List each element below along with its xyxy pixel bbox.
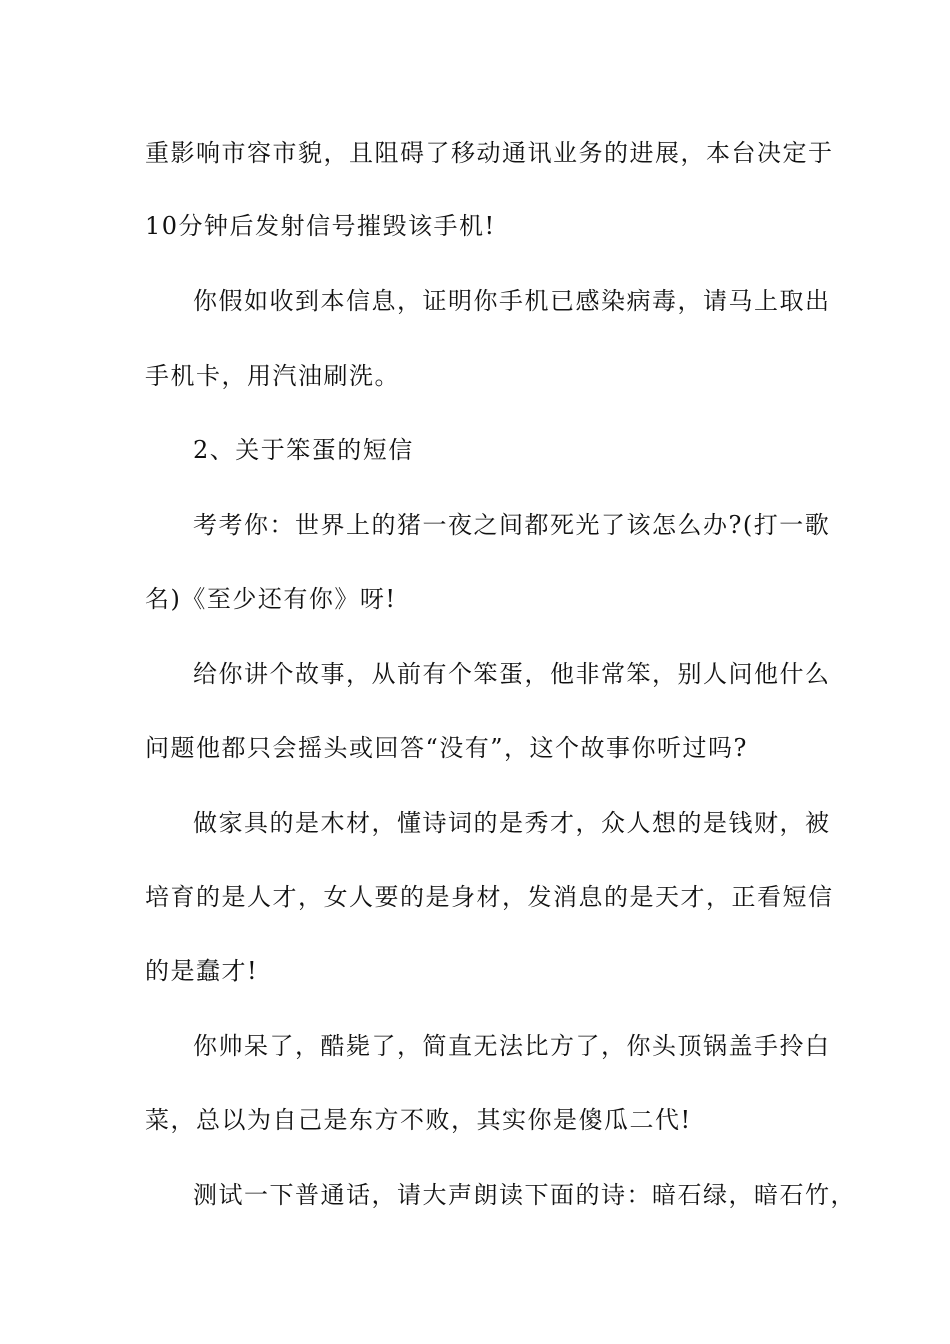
text-line-6: 考考你：世界上的猪一夜之间都死光了该怎么办?(打一歌 [193, 511, 831, 539]
text-line-15: 测试一下普通话，请大声朗读下面的诗：暗石绿，暗石竹， [193, 1181, 856, 1209]
text-line-12: 的是蠢才! [145, 957, 259, 985]
text-line-8: 给你讲个故事，从前有个笨蛋，他非常笨，别人问他什么 [193, 660, 831, 688]
text-line-4: 手机卡，用汽油刷洗。 [145, 362, 400, 390]
text-line-3: 你假如收到本信息，证明你手机已感染病毒，请马上取出 [193, 287, 831, 315]
text-line-14: 菜，总以为自己是东方不败，其实你是傻瓜二代! [145, 1106, 692, 1134]
section-heading: 2、关于笨蛋的短信 [193, 436, 414, 464]
text-line-11: 培育的是人才，女人要的是身材，发消息的是天才，正看短信 [145, 883, 834, 911]
text-line-13: 你帅呆了，酷毙了，简直无法比方了，你头顶锅盖手拎白 [193, 1032, 831, 1060]
text-line-9: 问题他都只会摇头或回答“没有”，这个故事你听过吗? [145, 734, 748, 762]
text-line-7: 名)《至少还有你》呀! [145, 585, 397, 613]
text-line-2: 10分钟后发射信号摧毁该手机! [145, 212, 496, 240]
text-line-10: 做家具的是木材，懂诗词的是秀才，众人想的是钱财，被 [193, 809, 831, 837]
text-line-1: 重影响市容市貌，且阻碍了移动通讯业务的进展，本台决定于 [145, 139, 834, 167]
